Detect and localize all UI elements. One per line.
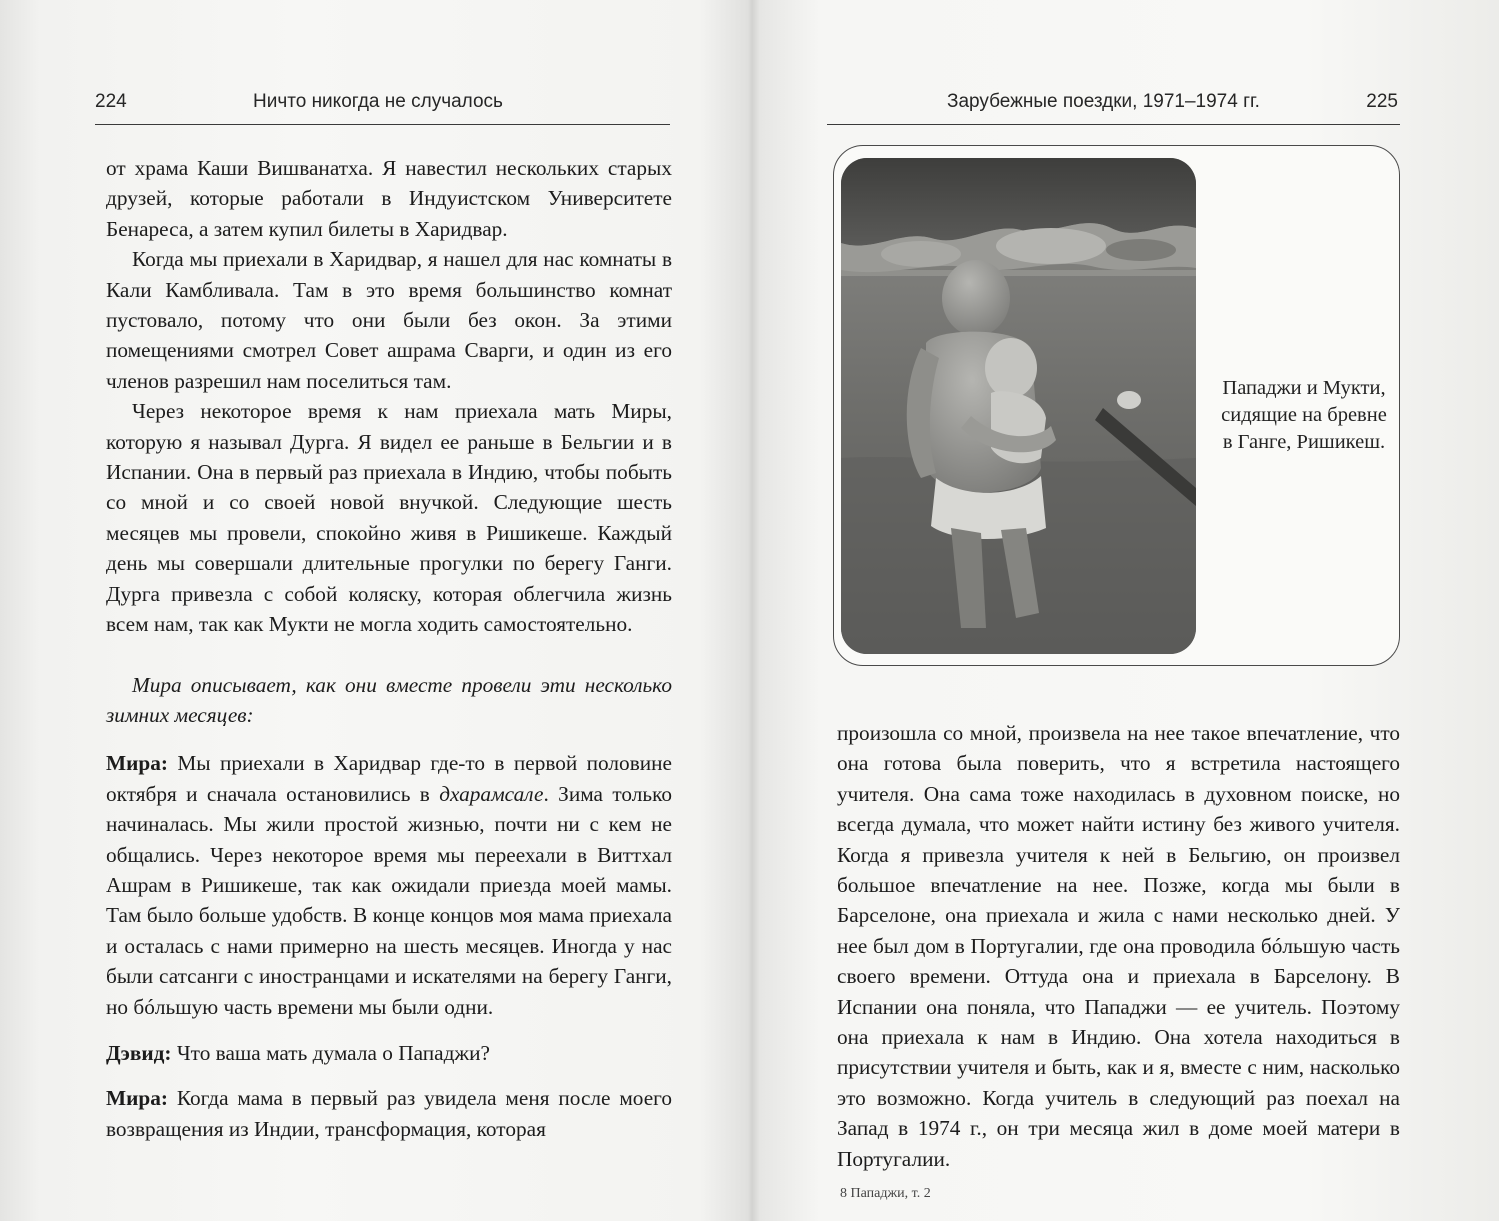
left-running-header bbox=[95, 84, 670, 125]
left-body-text bbox=[106, 153, 672, 1144]
answer-text: Мы приехали в Харидвар где-то в первой половине октября и сначала остановились в bbox=[106, 751, 673, 806]
right-page-number: 225 bbox=[1366, 91, 1398, 112]
caption-line: Пападжи и Мукти, bbox=[1222, 377, 1386, 399]
paragraph: Через некоторое время к нам приехала мать Миры, которую я называл Дурга. Я видел ее раньше в Бельгии и в Испании. Она в первый раз приехала в Индию, чтобы побыть со мной и со своей новой внучкой. Следующие шесть месяцев мы провели, спокойно живя в Ришикеше. Каждый день мы совершали длительные прогулки по берегу Ганги. Дурга привезла с собой коляску, которая облегчила жизнь всем нам, так как Мукти не могла ходить самостоятельно. bbox=[106, 399, 672, 637]
left-page-number: 224 bbox=[95, 91, 127, 112]
speaker-label: Мира: bbox=[106, 751, 168, 776]
right-running-title: Зарубежные поездки, 1971–1974 гг. bbox=[947, 91, 1260, 112]
caption-line: в Ганге, Ришикеш. bbox=[1222, 431, 1386, 453]
right-page bbox=[750, 0, 1499, 1221]
signature-mark: 8 Пападжи, т. 2 bbox=[840, 1186, 931, 1201]
answer-text: Когда мама в первый раз увидела меня после моего возвращения из Индии, трансформация, которая bbox=[106, 1086, 673, 1141]
right-body-text bbox=[837, 718, 1400, 1174]
interview-answer bbox=[106, 1083, 672, 1144]
interview-answer bbox=[106, 748, 672, 1022]
left-running-title: Ничто никогда не случалось bbox=[253, 91, 503, 112]
paragraph: от храма Каши Вишванатха. Я навестил нескольких старых друзей, которые работали в Индуистском Университете Бенареса, а затем купил билеты в Харидвар. bbox=[106, 156, 672, 241]
photo-caption bbox=[1214, 375, 1394, 456]
photo bbox=[841, 158, 1196, 654]
photo-image bbox=[841, 158, 1196, 654]
speaker-label: Мира: bbox=[106, 1086, 168, 1111]
paragraph: Когда мы приехали в Харидвар, я нашел для нас комнаты в Кали Камбливала. Там в это время большинство комнат пустовало, потому что они были без окон. За этими помещениями смотрел Совет ашрама Сварги, и один из его членов разрешил нам поселиться там. bbox=[106, 247, 672, 393]
paragraph: произошла со мной, произвела на нее такое впечатление, что она готова была поверить, что я встретила настоящего учителя. Она сама тоже находилась в духовном поиске, но всегда думала, что может найти истину без живого учителя. Когда я привезла учителя к ней в Бельгию, он произвел большое впечатление на нее. Позже, когда мы были в Барселоне, она приехала и жила с нами несколько дней. У нее был дом в Португалии, где она проводила бóльшую часть своего времени. Оттуда она и приехала в Барселону. В Испании она поняла, что Пападжи — ее учитель. Поэтому она приехала к нам в Индию. Она хотела находиться в присутствии учителя и быть, как и я, вместе с ним, насколько это возможно. Когда учитель в следующий раз поехал на Запад в 1974 г., он три месяца жил в доме моей матери в Португалии. bbox=[837, 721, 1400, 1171]
italic-term: дхарамсале bbox=[439, 781, 544, 806]
intro-paragraph: Мира описывает, как они вместе провели эти несколько зимних месяцев: bbox=[106, 672, 672, 727]
answer-text: . Зима только начиналась. Мы жили простой жизнью, почти ни с кем не общались. Через некоторое время мы переехали в Виттхал Ашрам в Ришикеше, так как ожидали приезда моей мамы. Там было больше удобств. В конце концов моя мама приехала и осталась с нами примерно на шесть месяцев. Иногда у нас были сатсанги с иностранцами и искателями на берегу Ганги, но бóльшую часть времени мы были одни. bbox=[106, 781, 672, 1019]
caption-line: сидящие на бревне bbox=[1221, 404, 1387, 426]
question-text: Что ваша мать думала о Пападжи? bbox=[176, 1040, 491, 1065]
interview-question bbox=[106, 1038, 672, 1068]
photo-figure bbox=[833, 145, 1400, 666]
speaker-label: Дэвид: bbox=[106, 1040, 172, 1065]
right-running-header bbox=[827, 84, 1400, 125]
